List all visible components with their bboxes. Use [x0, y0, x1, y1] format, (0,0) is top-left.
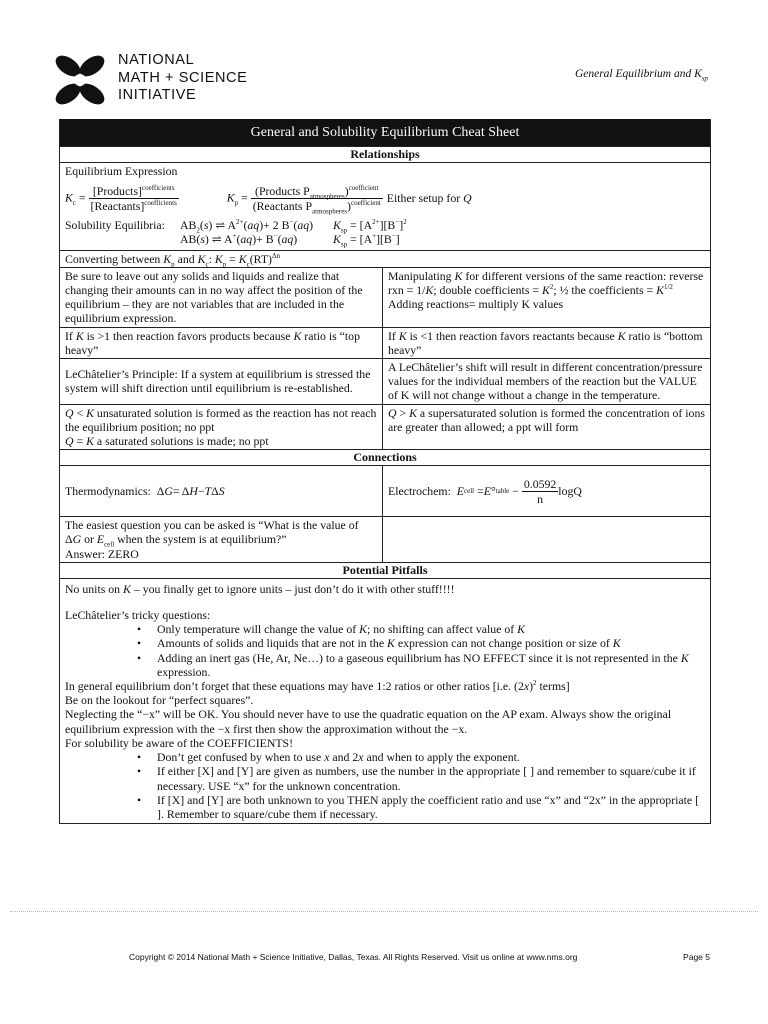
- k-expressions: [65, 178, 705, 218]
- row-lechatelier: [60, 359, 710, 405]
- cheat-sheet-table: [59, 119, 711, 824]
- k-less-than-one: If K is <1 then reaction favors reactants because K ratio is “bottom heavy”: [388, 328, 703, 357]
- tricky-questions-label: LeChâtelier’s tricky questions:: [65, 608, 211, 623]
- converting-kp-kc: Converting between $K_p$ and $K_c$: $K_p = K_c(RT)^{\Delta n}$: [60, 251, 710, 268]
- sheet-title: General and Solubility Equilibrium Cheat Sheet: [60, 119, 710, 146]
- lechatelier-shift: A LeChâtelier’s shift will result in different concentration/pressure values for the individual members of the reaction but the VALUE of K will not change without a change in the temperature.: [388, 360, 703, 403]
- row-q-vs-k: [60, 405, 710, 451]
- row-k-magnitude: [60, 328, 710, 359]
- electrochem-eq: Electrochem: E cell = E ° table − $\frac{0.0592}{n}$ logQ: [388, 476, 582, 506]
- solubility-label: Solubility Equilibria:: [65, 218, 165, 233]
- list-item: • If either [X] and [Y] are given as numbers, use the number in the appropriate [ ] and remember to square/cube it if necessary. USE “x” for the unknown concentration.: [157, 764, 705, 792]
- list-item: • Don’t get confused by when to use x and 2x and when to apply the exponent.: [157, 750, 705, 764]
- connections-heading: Connections: [60, 450, 710, 466]
- neglecting-x-note: Neglecting the “−x” will be OK. You should never have to use the quadratic equation on the AP exam. Always show the original equilibrium expression with the −x first then show the approximation without the −x.: [65, 707, 672, 736]
- relationships-heading: Relationships: [60, 146, 710, 163]
- page-number: Page 5: [683, 952, 710, 962]
- list-item: • If [X] and [Y] are both unknown to you THEN apply the coefficient ratio and use “x” and “2x” in the appropriate [ ]. Remember to square/cube them if necessary.: [157, 793, 705, 821]
- either-setup-q: Either setup for Q: [386, 191, 472, 206]
- list-item: • Amounts of solids and liquids that are not in the K expression can not change position or size of K: [157, 636, 705, 650]
- equilibrium-expression-block: [60, 163, 710, 251]
- pitfalls-heading: Potential Pitfalls: [60, 563, 710, 579]
- no-units-note: No units on K – you finally get to ignore units – just don’t do it with other stuff!!!!: [65, 581, 455, 596]
- kc-formula: $K_c$ = $\frac{[Products]^{coefficients}}{[Reactants]^{coefficients}}$: [65, 183, 177, 213]
- kp-formula: $K_p$ = $\frac{(Products P_{atmospheres})^{coefficient}}{(Reactants P_{atmospheres})^{coefficient}}$: [226, 183, 381, 216]
- easiest-question: The easiest question you can be asked is “What is the value of ΔG or $E_{cell}$ when the system is at equilibrium?” Answer: ZERO: [60, 517, 383, 562]
- row-thermo-electro: [60, 466, 710, 517]
- copyright-footer: Copyright © 2014 National Math + Science Initiative, Dallas, Texas. All Rights Reserved. Visit us online at www.nms.org: [129, 952, 578, 962]
- q-greater-than-k: Q > K a supersaturated solution is formed the concentration of ions are greater than allowed; a ppt will form: [388, 405, 705, 434]
- answer-zero: Answer: ZERO: [65, 546, 139, 561]
- list-item: • Only temperature will change the value of K; no shifting can affect value of K: [157, 622, 705, 636]
- coefficients-note: For solubility be aware of the COEFFICIENTS!: [65, 735, 294, 750]
- list-item: • Adding an inert gas (He, Ar, Ne…) to a gaseous equilibrium has NO EFFECT since it is not represented in the K expression.: [157, 651, 705, 679]
- coefficients-list: [65, 750, 705, 821]
- k-greater-than-one: If K is >1 then reaction favors products because K ratio is “top heavy”: [60, 328, 383, 358]
- document-topic: General Equilibrium and $K_{sp}$: [574, 68, 708, 83]
- perfect-squares-note: Be on the lookout for “perfect squares”.: [65, 693, 254, 708]
- adding-reactions-note: Adding reactions= multiply K values: [388, 297, 564, 312]
- solids-liquids-note: Be sure to leave out any solids and liquids and realize that changing their amounts can in no way affect the position of the equilibrium – they are not variables that are included in the equilibrium expression.: [60, 268, 383, 327]
- tricky-questions-list: [65, 622, 705, 679]
- row-solids-manipulating: [60, 268, 710, 328]
- page-divider: [10, 911, 758, 912]
- logo-wordmark: NATIONAL MATH + SCIENCE INITIATIVE: [118, 52, 248, 103]
- solubility-equilibria-2: AB(s) ⇌ A+(aq)+ B−(aq) $K_{sp} = [A^+][B^-]$: [180, 232, 400, 249]
- lechatelier-principle: LeChâtelier’s Principle: If a system at equilibrium is stressed the system will shift direction until equilibrium is re-established.: [60, 359, 383, 404]
- nmsi-logo: [52, 52, 262, 108]
- nmsi-logo-mark: [52, 52, 108, 108]
- empty-cell: [383, 517, 710, 562]
- manipulating-k-note: Manipulating K for different versions of the same reaction: reverse rxn = 1/K; double coefficients = $K^2$; ½ the coefficients = $K^{1/2}$ Adding reactions= multiply K values: [388, 268, 704, 312]
- row-easiest-question: [60, 517, 710, 563]
- thermodynamics-eq: Thermodynamics: Δ G = Δ H − T Δ S: [60, 466, 383, 516]
- pitfalls-body: [60, 579, 710, 823]
- solubility-equilibria: Solubility Equilibria: $AB_2(s)$ ⇌ $A^{2+}(aq)+ 2$ B−(aq) $K_{sp} = [A^{2+}][B^-]^2$: [65, 218, 407, 235]
- q-k-comparison: Q < K unsaturated solution is formed as the reaction has not reach the equilibrium position; no ppt Q = K a saturated solutions is made; no ppt: [60, 405, 383, 450]
- equilibrium-expression-label: Equilibrium Expression: [65, 164, 178, 178]
- ratios-note: In general equilibrium don’t forget that these equations may have 1:2 ratios or other ratios [i.e. $(2x)^2$ terms]: [65, 679, 570, 694]
